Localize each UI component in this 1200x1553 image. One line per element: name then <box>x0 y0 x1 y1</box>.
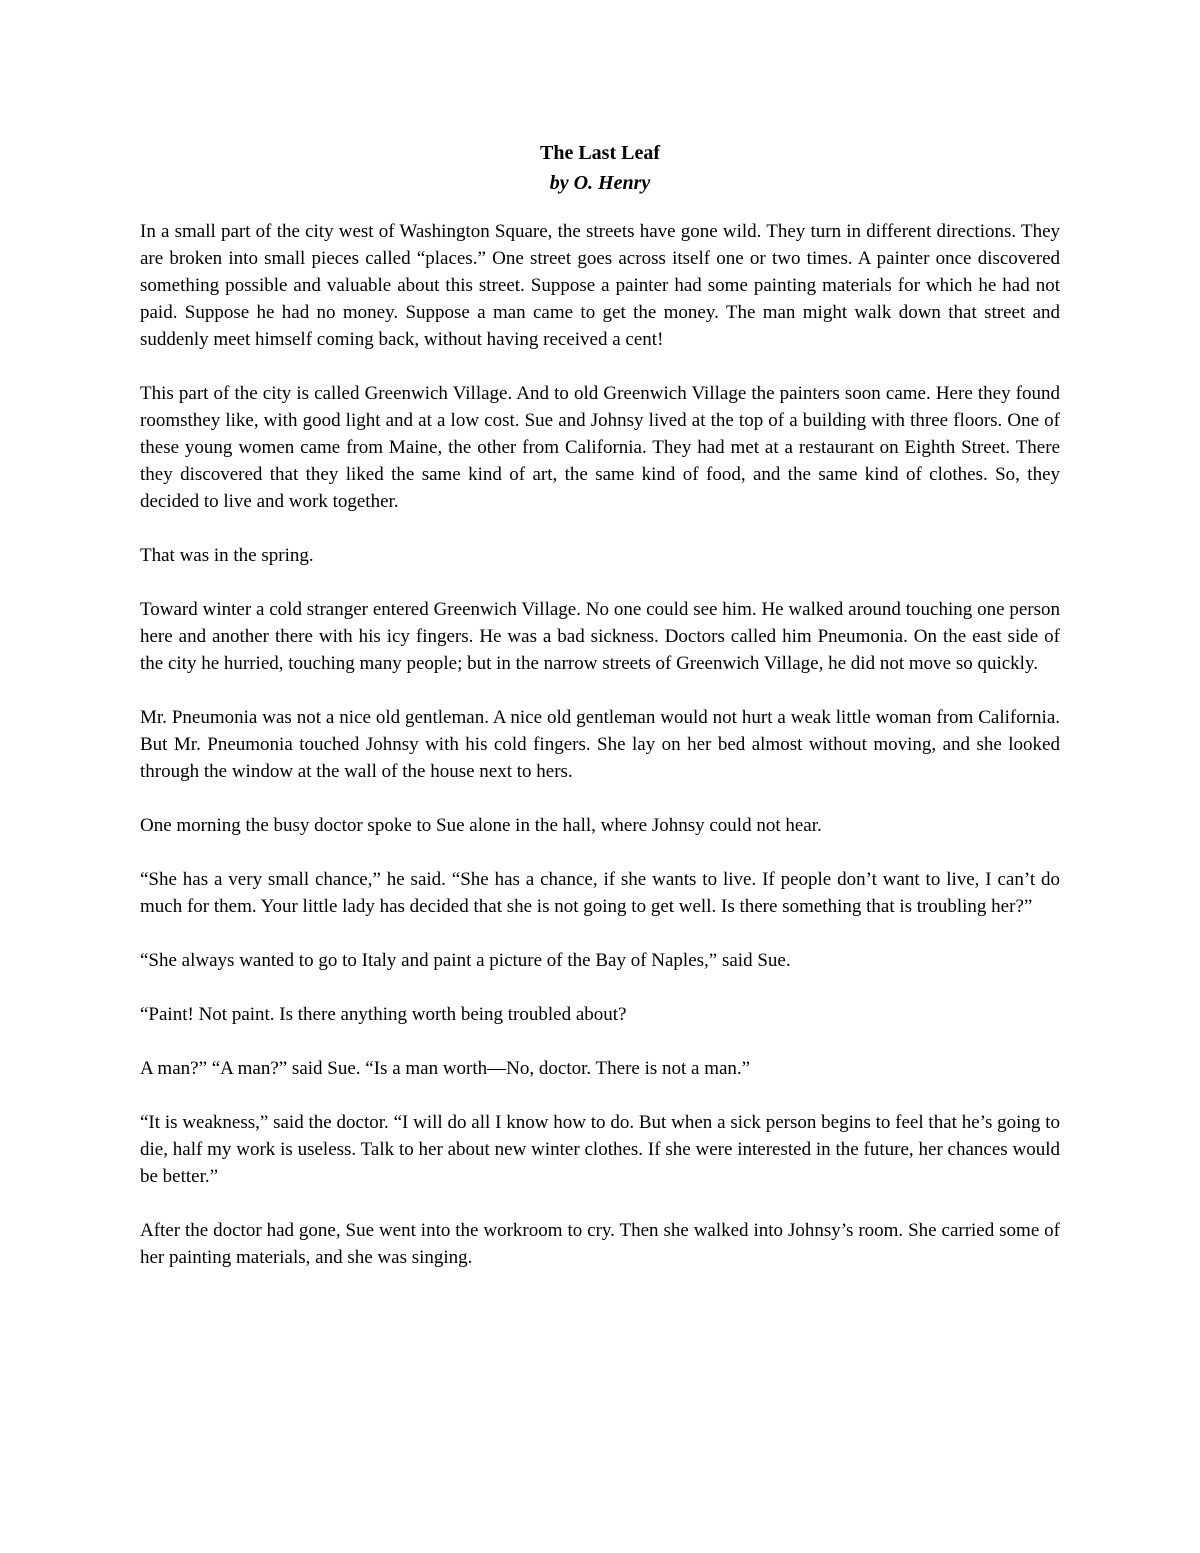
document-author: by O. Henry <box>549 172 651 194</box>
document-title: The Last Leaf <box>540 142 660 164</box>
paragraph: Toward winter a cold stranger entered Greenwich Village. No one could see him. He walked around touching one person here and another there with his icy fingers. He was a bad sickness. Doctors called him Pneumonia. On the east side of the city he hurried, touching many people; but in the narrow streets of Greenwich Village, he did not move so quickly. <box>140 599 1060 674</box>
paragraph: One morning the busy doctor spoke to Sue alone in the hall, where Johnsy could not hear. <box>140 815 822 836</box>
document-page <box>140 138 1060 1298</box>
paragraph: “She has a very small chance,” he said. “She has a chance, if she wants to live. If people don’t want to live, I can’t do much for them. Your little lady has decided that she is not going to get well. Is there something that is troubling her?” <box>140 869 1060 917</box>
paragraph: “It is weakness,” said the doctor. “I will do all I know how to do. But when a sick person begins to feel that he’s going to die, half my work is useless. Talk to her about new winter clothes. If she were interested in the future, her chances would be better.” <box>140 1112 1060 1187</box>
paragraph: “She always wanted to go to Italy and paint a picture of the Bay of Naples,” said Sue. <box>140 950 791 971</box>
paragraph: This part of the city is called Greenwich Village. And to old Greenwich Village the painters soon came. Here they found roomsthey like, with good light and at a low cost. Sue and Johnsy lived at the top of a building with three floors. One of these young women came from Maine, the other from California. They had met at a restaurant on Eighth Street. There they discovered that they liked the same kind of art, the same kind of food, and the same kind of clothes. So, they decided to live and work together. <box>140 383 1060 512</box>
paragraph: Mr. Pneumonia was not a nice old gentleman. A nice old gentleman would not hurt a weak little woman from California. But Mr. Pneumonia touched Johnsy with his cold fingers. She lay on her bed almost without moving, and she looked through the window at the wall of the house next to hers. <box>140 707 1060 782</box>
paragraph: In a small part of the city west of Washington Square, the streets have gone wild. They turn in different directions. They are broken into small pieces called “places.” One street goes across itself one or two times. A painter once discovered something possible and valuable about this street. Suppose a painter had some painting materials for which he had not paid. Suppose he had no money. Suppose a man came to get the money. The man might walk down that street and suddenly meet himself coming back, without having received a cent! <box>140 221 1060 350</box>
paragraph: A man?” “A man?” said Sue. “Is a man worth—No, doctor. There is not a man.” <box>140 1058 751 1079</box>
paragraph: “Paint! Not paint. Is there anything worth being troubled about? <box>140 1004 627 1025</box>
paragraph: That was in the spring. <box>140 545 314 566</box>
paragraph: After the doctor had gone, Sue went into the workroom to cry. Then she walked into Johnsy’s room. She carried some of her painting materials, and she was singing. <box>140 1220 1060 1268</box>
